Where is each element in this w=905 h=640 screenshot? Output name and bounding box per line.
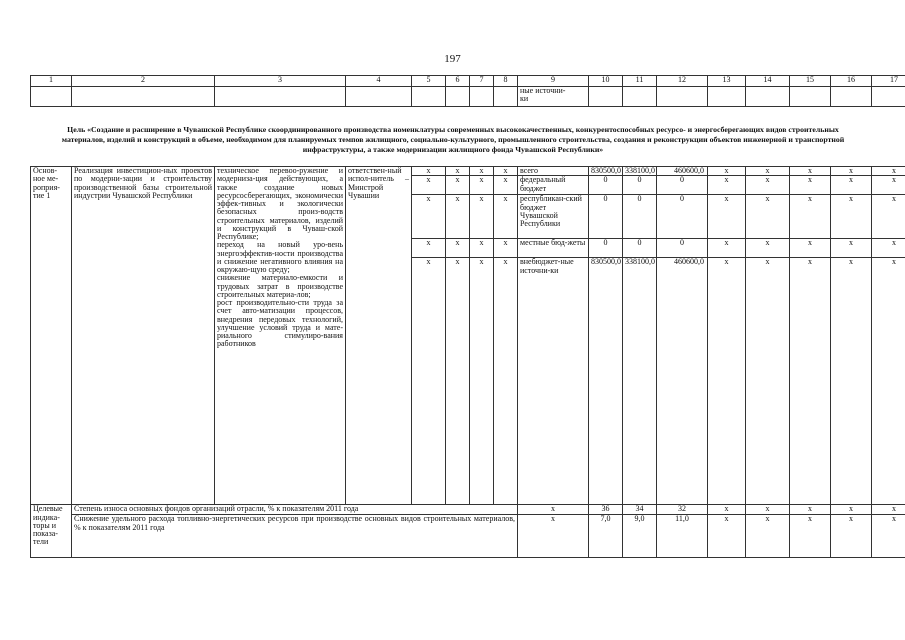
mark-cell: x <box>872 195 905 239</box>
col-num-13: 13 <box>708 76 746 87</box>
value-cell: 460600,0 <box>657 258 708 505</box>
value-cell: 0 <box>589 239 623 258</box>
value-cell: 0 <box>657 195 708 239</box>
mark-cell: x <box>872 167 905 176</box>
mark-cell: x <box>872 505 905 515</box>
continued-source-cell: ные источни- ки <box>518 87 589 107</box>
mark-cell: x <box>831 195 872 239</box>
mark-cell: x <box>708 195 746 239</box>
mark-cell: x <box>746 195 790 239</box>
col-num-17: 17 <box>872 76 905 87</box>
mark-cell: x <box>470 239 494 258</box>
funding-source: всего <box>518 167 589 176</box>
mark-cell: x <box>708 515 746 558</box>
value-cell: 830500,0 <box>589 258 623 505</box>
mark-cell: x <box>494 258 518 505</box>
value-cell: 338100,0 <box>623 258 657 505</box>
mark-cell: x <box>831 176 872 195</box>
mark-cell: x <box>790 176 831 195</box>
mark-cell: x <box>470 167 494 176</box>
activity-description: Реализация инвестицион-ных проектов по модерни-зации и строительству производственной базы строительной индустрии Чувашской Республики <box>72 167 215 505</box>
col-num-1: 1 <box>31 76 72 87</box>
col-num-2: 2 <box>72 76 215 87</box>
mark-cell: x <box>470 176 494 195</box>
mark-cell: x <box>872 258 905 505</box>
mark-cell: x <box>412 176 446 195</box>
indicator-text: Степень износа основных фондов организаций отрасли, % к показателям 2011 года <box>72 505 518 515</box>
value-cell: 460600,0 <box>657 167 708 176</box>
indicator-text: Снижение удельного расхода топливно-энергетических ресурсов при производстве основных видов строительных материалов, % к показателям 2011 года <box>72 515 518 558</box>
value-cell: 34 <box>623 505 657 515</box>
col-num-11: 11 <box>623 76 657 87</box>
value-cell: 0 <box>623 239 657 258</box>
mark-cell: x <box>446 176 470 195</box>
value-cell: 36 <box>589 505 623 515</box>
header-table <box>30 75 905 107</box>
col-num-8: 8 <box>494 76 518 87</box>
value-cell: 0 <box>657 176 708 195</box>
mark-cell: x <box>494 176 518 195</box>
column-number-row <box>31 76 905 87</box>
mark-cell: x <box>746 239 790 258</box>
funding-row-total <box>31 167 905 176</box>
mark-cell: x <box>790 258 831 505</box>
funding-source: федеральный бюджет <box>518 176 589 195</box>
value-cell: 11,0 <box>657 515 708 558</box>
col-num-4: 4 <box>346 76 412 87</box>
funding-source: республикан-ский бюджет Чувашской Республики <box>518 195 589 239</box>
mark-cell: x <box>412 258 446 505</box>
mark-cell: x <box>446 167 470 176</box>
funding-source: местные бюд-жеты <box>518 239 589 258</box>
mark-cell: x <box>831 239 872 258</box>
mark-cell: x <box>831 515 872 558</box>
mark-cell: x <box>470 195 494 239</box>
value-cell: 0 <box>589 176 623 195</box>
mark-cell: x <box>746 258 790 505</box>
mark-cell: x <box>746 176 790 195</box>
mark-cell: x <box>708 258 746 505</box>
mark-cell: x <box>831 258 872 505</box>
col-num-12: 12 <box>657 76 708 87</box>
mark-cell: x <box>708 505 746 515</box>
mark-cell: x <box>872 239 905 258</box>
mark-cell: x <box>494 195 518 239</box>
page-number: 197 <box>444 53 461 65</box>
col-num-10: 10 <box>589 76 623 87</box>
value-cell: 830500,0 <box>589 167 623 176</box>
col-num-9: 9 <box>518 76 589 87</box>
indicator-row-wear <box>31 505 905 515</box>
goal-heading: Цель «Создание и расширение в Чувашской Республике скоординированного производства номенклатуры современных высококачественных, конкурентоспособных ресурсо- и энергосберегающих видов строительных материалов, изделий и конструкций в объеме, необходимом для планируемых темпов жилищного, социально-культурного, промышленного строительства, создания и реконструкции объектов инженерной и транспортной инфраструктуры, а также модернизации жилищного фонда Чувашской Республики» <box>61 125 845 155</box>
value-cell: 0 <box>623 176 657 195</box>
responsible-executor: ответствен-ный испол-нитель – Минстрой Чувашии <box>346 167 412 505</box>
col-num-3: 3 <box>215 76 346 87</box>
mark-cell: x <box>412 167 446 176</box>
mark-cell: x <box>790 167 831 176</box>
col-num-15: 15 <box>790 76 831 87</box>
value-cell: 338100,0 <box>623 167 657 176</box>
mark-cell: x <box>790 239 831 258</box>
mark-cell: x <box>518 515 589 558</box>
mark-cell: x <box>872 515 905 558</box>
mark-cell: x <box>746 167 790 176</box>
mark-cell: x <box>746 515 790 558</box>
value-cell: 0 <box>623 195 657 239</box>
mark-cell: x <box>708 167 746 176</box>
mark-cell: x <box>446 195 470 239</box>
continued-row <box>31 87 905 107</box>
col-num-7: 7 <box>470 76 494 87</box>
mark-cell: x <box>872 176 905 195</box>
mark-cell: x <box>790 515 831 558</box>
mark-cell: x <box>446 258 470 505</box>
col-num-6: 6 <box>446 76 470 87</box>
activity-label: Основ- ное ме- роприя- тие 1 <box>31 167 72 505</box>
mark-cell: x <box>746 505 790 515</box>
mark-cell: x <box>412 195 446 239</box>
col-num-5: 5 <box>412 76 446 87</box>
value-cell: 9,0 <box>623 515 657 558</box>
activity-results: техническое перевоо-ружение и модерниза-ция действующих, а также создание новых ресурсосберегающих, экономически эффек-тивных и экологически безопасных произ-водств строительных материалов, изделий и конструкций в Чуваш-ской Республике; переход на новый уро-вень энергоэффектив-ности производства и снижение негативного влияния на окружаю-щую среду; снижение материало-емкости и трудовых затрат в производстве строительных материа-лов; рост производительно-сти труда за счет авто-матизации процессов, внедрения передовых технологий, улучшение условий труда и мате-риального стимулиро-вания работников <box>215 167 346 505</box>
mark-cell: x <box>790 505 831 515</box>
value-cell: 7,0 <box>589 515 623 558</box>
value-cell: 0 <box>589 195 623 239</box>
col-num-14: 14 <box>746 76 790 87</box>
value-cell: 0 <box>657 239 708 258</box>
value-cell: 32 <box>657 505 708 515</box>
mark-cell: x <box>494 239 518 258</box>
mark-cell: x <box>412 239 446 258</box>
col-num-16: 16 <box>831 76 872 87</box>
mark-cell: x <box>708 176 746 195</box>
mark-cell: x <box>831 505 872 515</box>
mark-cell: x <box>708 239 746 258</box>
indicators-label: Целевые индика-торы и показа-тели <box>31 505 72 558</box>
mark-cell: x <box>518 505 589 515</box>
funding-source: внебюджет-ные источни-ки <box>518 258 589 505</box>
mark-cell: x <box>790 195 831 239</box>
program-table <box>30 166 905 558</box>
indicator-row-energy <box>31 515 905 558</box>
mark-cell: x <box>446 239 470 258</box>
mark-cell: x <box>470 258 494 505</box>
mark-cell: x <box>494 167 518 176</box>
mark-cell: x <box>831 167 872 176</box>
